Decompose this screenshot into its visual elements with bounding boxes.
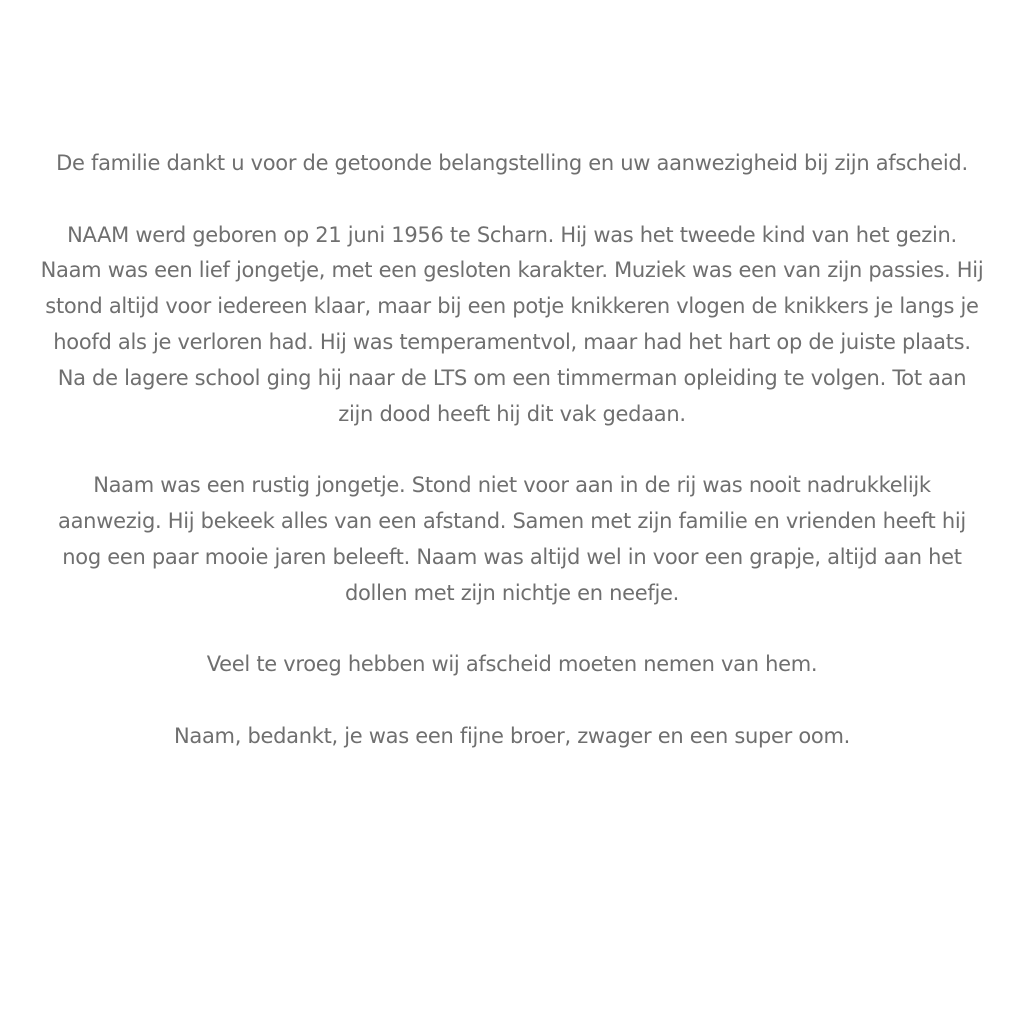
memorial-text [40,146,984,755]
line-birth: NAAM werd geboren op 21 juni 1956 te Scharn. Hij was het tweede kind van het gezin. [67,222,957,247]
line-farewell: Veel te vroeg hebben wij afscheid moeten nemen van hem. [206,652,818,677]
line-personality: Naam was een rustig jongetje. Stond niet voor aan in de rij was nooit nadrukkelijk aanwezig. Hij bekeek alles van een afstand. Samen met zijn familie en vrienden heeft hij nog een paar mooie jaren beleeft. Naam was altijd wel in voor een grapje, altijd aan het dollen met zijn nichtje en neefje. [58,473,966,605]
paragraph-closing [40,719,984,755]
paragraph-thanks [40,146,984,182]
line-thanks: De familie dankt u voor de getoonde belangstelling en uw aanwezigheid bij zijn afscheid. [56,151,968,175]
paragraph-personality [40,468,984,611]
line-character: Naam was een lief jongetje, met een gesloten karakter. Muziek was een van zijn passies. Hij stond altijd voor iedereen klaar, maar bij een potje knikkeren vlogen de knikkers je langs je hoofd als je verloren had. Hij was temperamentvol, maar had het hart op de juiste plaats. Na de lagere school ging hij naar de LTS om een timmerman opleiding te volgen. Tot aan zijn dood heeft hij dit vak gedaan. [40,258,984,426]
paragraph-farewell [40,647,984,683]
line-closing: Naam, bedankt, je was een fijne broer, zwager en een super oom. [174,723,850,748]
paragraph-biography [40,218,984,433]
